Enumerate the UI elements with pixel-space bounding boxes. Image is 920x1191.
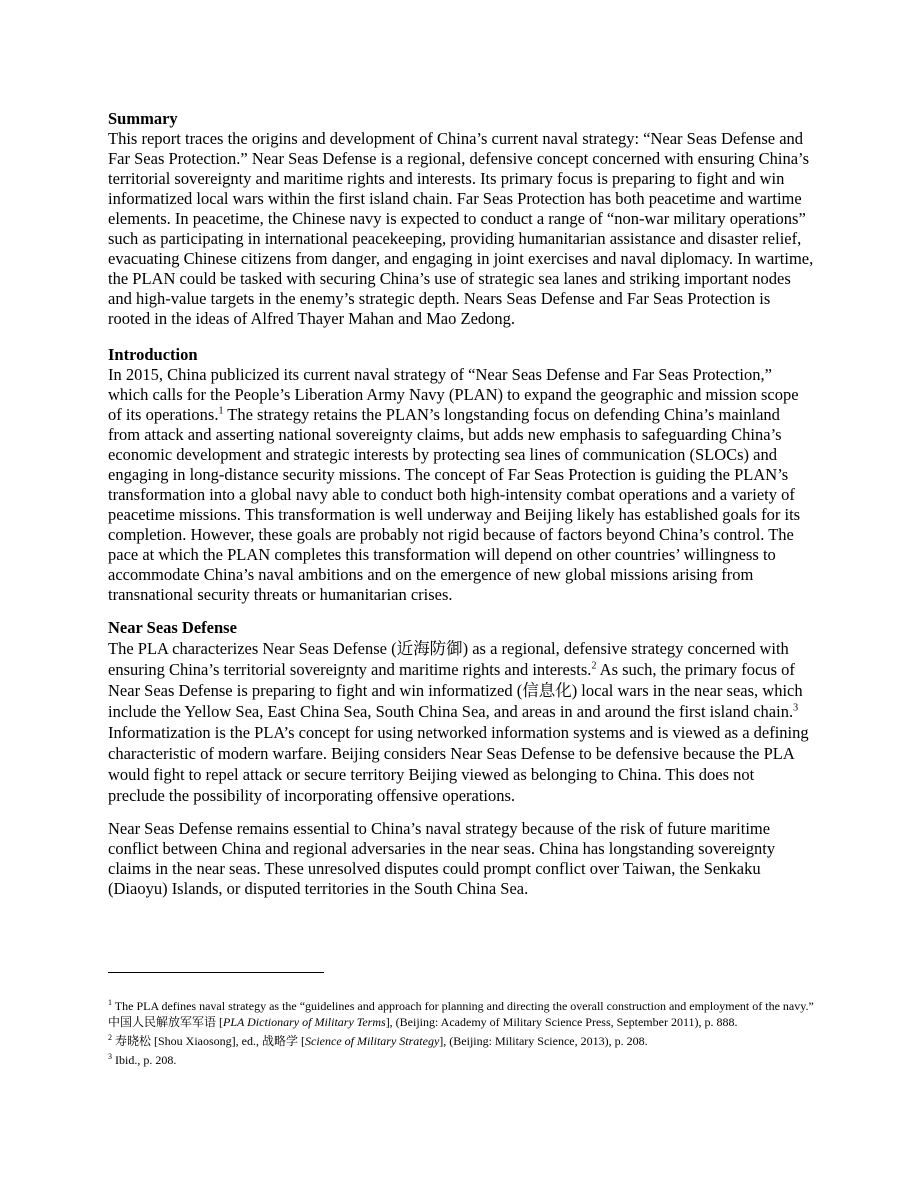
introduction-paragraph [108, 365, 814, 605]
near-seas-heading: Near Seas Defense [108, 618, 237, 637]
footnote-1 [108, 998, 814, 1030]
introduction-heading: Introduction [108, 345, 198, 364]
footnote-text: The PLA defines naval strategy as the “guidelines and approach for planning and directing the overall construction and employment of the navy.” 中国人民解放军军语 [ [108, 999, 814, 1029]
footnote-ref-1[interactable]: 1 [218, 405, 224, 417]
footnote-title: PLA Dictionary of Military Terms [223, 1015, 386, 1029]
summary-heading: Summary [108, 109, 178, 128]
footnote-3 [108, 1052, 814, 1068]
introduction-text-part2: The strategy retains the PLAN’s longstanding focus on defending China’s mainland from attack and asserting national sovereignty claims, but adds new emphasis to safeguarding China’s economic development and strategic interests by protecting sea lines of communication (SLOCs) and engaging in long-distance security missions. The concept of Far Seas Protection is guiding the PLAN’s transformation into a global navy able to conduct both high-intensity combat operations and a variety of peacetime missions. This transformation is well underway and Beijing likely has established goals for its completion. However, these goals are probably not rigid because of factors beyond China’s control. The pace at which the PLAN completes this transformation will depend on other countries’ willingness to accommodate China’s naval ambitions and on the emergence of new global missions arising from transnational security threats or humanitarian crises. [108, 405, 801, 604]
footnote-title: Science of Military Strategy [305, 1034, 440, 1048]
footnote-text: ], (Beijing: Military Science, 2013), p. 208. [439, 1034, 648, 1048]
footnote-number: 1 [108, 998, 112, 1007]
footnote-text: 寿晓松 [Shou Xiaosong], ed., 战略学 [ [112, 1034, 305, 1048]
summary-section [108, 109, 814, 329]
footnote-ref-2[interactable]: 2 [591, 660, 597, 672]
footnote-number: 3 [108, 1052, 112, 1061]
footnotes [108, 998, 814, 1071]
summary-paragraph: This report traces the origins and development of China’s current naval strategy: “Near Seas Defense and Far Seas Protection.” Near Seas Defense is a regional, defensive concept concerned with ensuring China’s territorial sovereignty and maritime rights and interests. Its primary focus is preparing to fight and win informatized local wars within the first island chain. Far Seas Protection has both peacetime and wartime elements. In peacetime, the Chinese navy is expected to conduct a range of “non-war military operations” such as participating in international peacekeeping, providing humanitarian assistance and disaster relief, evacuating Chinese citizens from danger, and engaging in joint exercises and naval diplomacy. In wartime, the PLAN could be tasked with securing China’s use of strategic sea lanes and striking important nodes and high-value targets in the enemy’s strategic depth. Nears Seas Defense and Far Seas Protection is rooted in the ideas of Alfred Thayer Mahan and Mao Zedong. [108, 129, 814, 328]
near-seas-text-part1: The PLA characterizes Near Seas Defense (近海防御) as a regional, defensive strategy concerned with ensuring China’s territorial sovereignty and maritime rights and interests. [108, 639, 789, 679]
near-seas-paragraph-2: Near Seas Defense remains essential to China’s naval strategy because of the risk of future maritime conflict between China and regional adversaries in the near seas. China has longstanding sovereignty claims in the near seas. These unresolved disputes could prompt conflict over Taiwan, the Senkaku (Diaoyu) Islands, or disputed territories in the South China Sea. [108, 819, 776, 898]
footnote-separator [108, 972, 324, 973]
spacer [108, 806, 814, 819]
near-seas-section [108, 618, 814, 899]
footnote-text: ], (Beijing: Academy of Military Science Press, September 2011), p. 888. [385, 1015, 738, 1029]
spacer [108, 329, 814, 345]
footnote-2 [108, 1033, 814, 1049]
introduction-section [108, 345, 814, 605]
near-seas-paragraph-1 [108, 638, 814, 806]
footnote-text: Ibid., p. 208. [112, 1053, 177, 1067]
introduction-text-part1: In 2015, China publicized its current naval strategy of “Near Seas Defense and Far Seas Protection,” which calls for the People’s Liberation Army Navy (PLAN) to expand the geographic and mission scope of its operations. [108, 365, 799, 424]
near-seas-text-part3: Informatization is the PLA’s concept for using networked information systems and is viewed as a defining characteristic of modern warfare. Beijing considers Near Seas Defense to be defensive because the PLA would fight to repel attack or secure territory Beijing viewed as belonging to China. This does not preclude the possibility of incorporating offensive operations. [108, 723, 809, 805]
near-seas-text-part2: As such, the primary focus of Near Seas Defense is preparing to fight and win informatized (信息化) local wars in the near seas, which include the Yellow Sea, East China Sea, South China Sea, and areas in and around the first island chain. [108, 660, 803, 721]
footnote-number: 2 [108, 1033, 112, 1042]
document-body [108, 109, 814, 899]
spacer [108, 605, 814, 618]
footnote-ref-3[interactable]: 3 [793, 702, 799, 714]
